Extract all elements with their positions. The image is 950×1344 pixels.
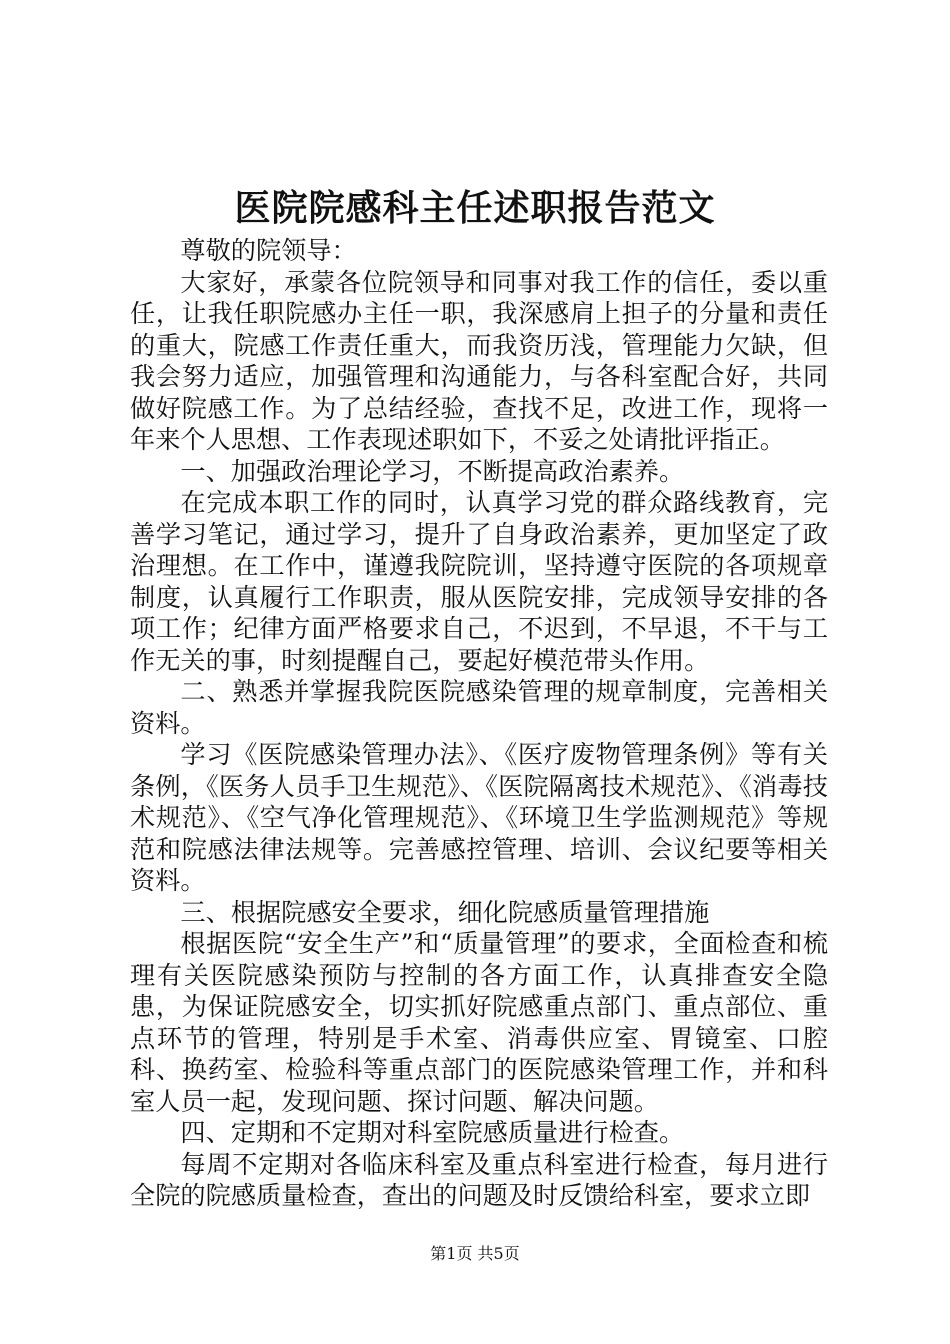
section-heading: 三、根据院感安全要求，细化院感质量管理措施	[180, 897, 710, 927]
section-heading: 四、定期和不定期对科室院感质量进行检查。	[180, 1118, 685, 1147]
section-heading: 二、熟悉并掌握我院医院感染管理的规章制度，完善相关资料。	[130, 677, 828, 738]
body-paragraph: 根据医院“安全生产”和“质量管理”的要求，全面检查和梳理有关医院感染预防与控制的各方面工作，认真排查安全隐患，为保证院感安全，切实抓好院感重点部门、重点部位、重点环节的管理，特别是手术室、消毒供应室、胃镜室、口腔科、换药室、检验科等重点部门的医院感染管理工作，并和科室人员一起，发现问题、探讨问题、解决问题。	[130, 929, 828, 1116]
salutation: 尊敬的院领导：	[180, 236, 357, 265]
section-heading: 一、加强政治理论学习，不断提高政治素养。	[180, 456, 685, 486]
document-title: 医院院感科主任述职报告范文	[234, 187, 716, 229]
body-paragraph: 大家好，承蒙各位院领导和同事对我工作的信任，委以重任，让我任职院感办主任一职，我深感肩上担子的分量和责任的重大，院感工作责任重大，而我资历浅，管理能力欠缺，但我会努力适应，加强管理和沟通能力，与各科室配合好，共同做好院感工作。为了总结经验，查找不足，改进工作，现将一年来个人思想、工作表现述职如下，不妥之处请批评指正。	[130, 267, 828, 454]
body-paragraph: 每周不定期对各临床科室及重点科室进行检查，每月进行全院的院感质量检查，查出的问题及时反馈给科室，要求立即	[130, 1149, 828, 1210]
body-paragraph: 学习《医院感染管理办法》、《医疗废物管理条例》等有关条例，《医务人员手卫生规范》、《医院隔离技术规范》、《消毒技术规范》、《空气净化管理规范》、《环境卫生学监测规范》等规范和院感法律法规等。完善感控管理、培训、会议纪要等相关资料。	[130, 740, 828, 895]
body-paragraph: 在完成本职工作的同时，认真学习党的群众路线教育，完善学习笔记，通过学习，提升了自身政治素养，更加坚定了政治理想。在工作中，谨遵我院院训，坚持遵守医院的各项规章制度，认真履行工作职责，服从医院安排，完成领导安排的各项工作；纪律方面严格要求自己，不迟到，不早退，不干与工作无关的事，时刻提醒自己，要起好模范带头作用。	[130, 488, 828, 675]
page-footer: 第1页 共5页	[430, 1244, 520, 1263]
document-body	[130, 235, 828, 1212]
